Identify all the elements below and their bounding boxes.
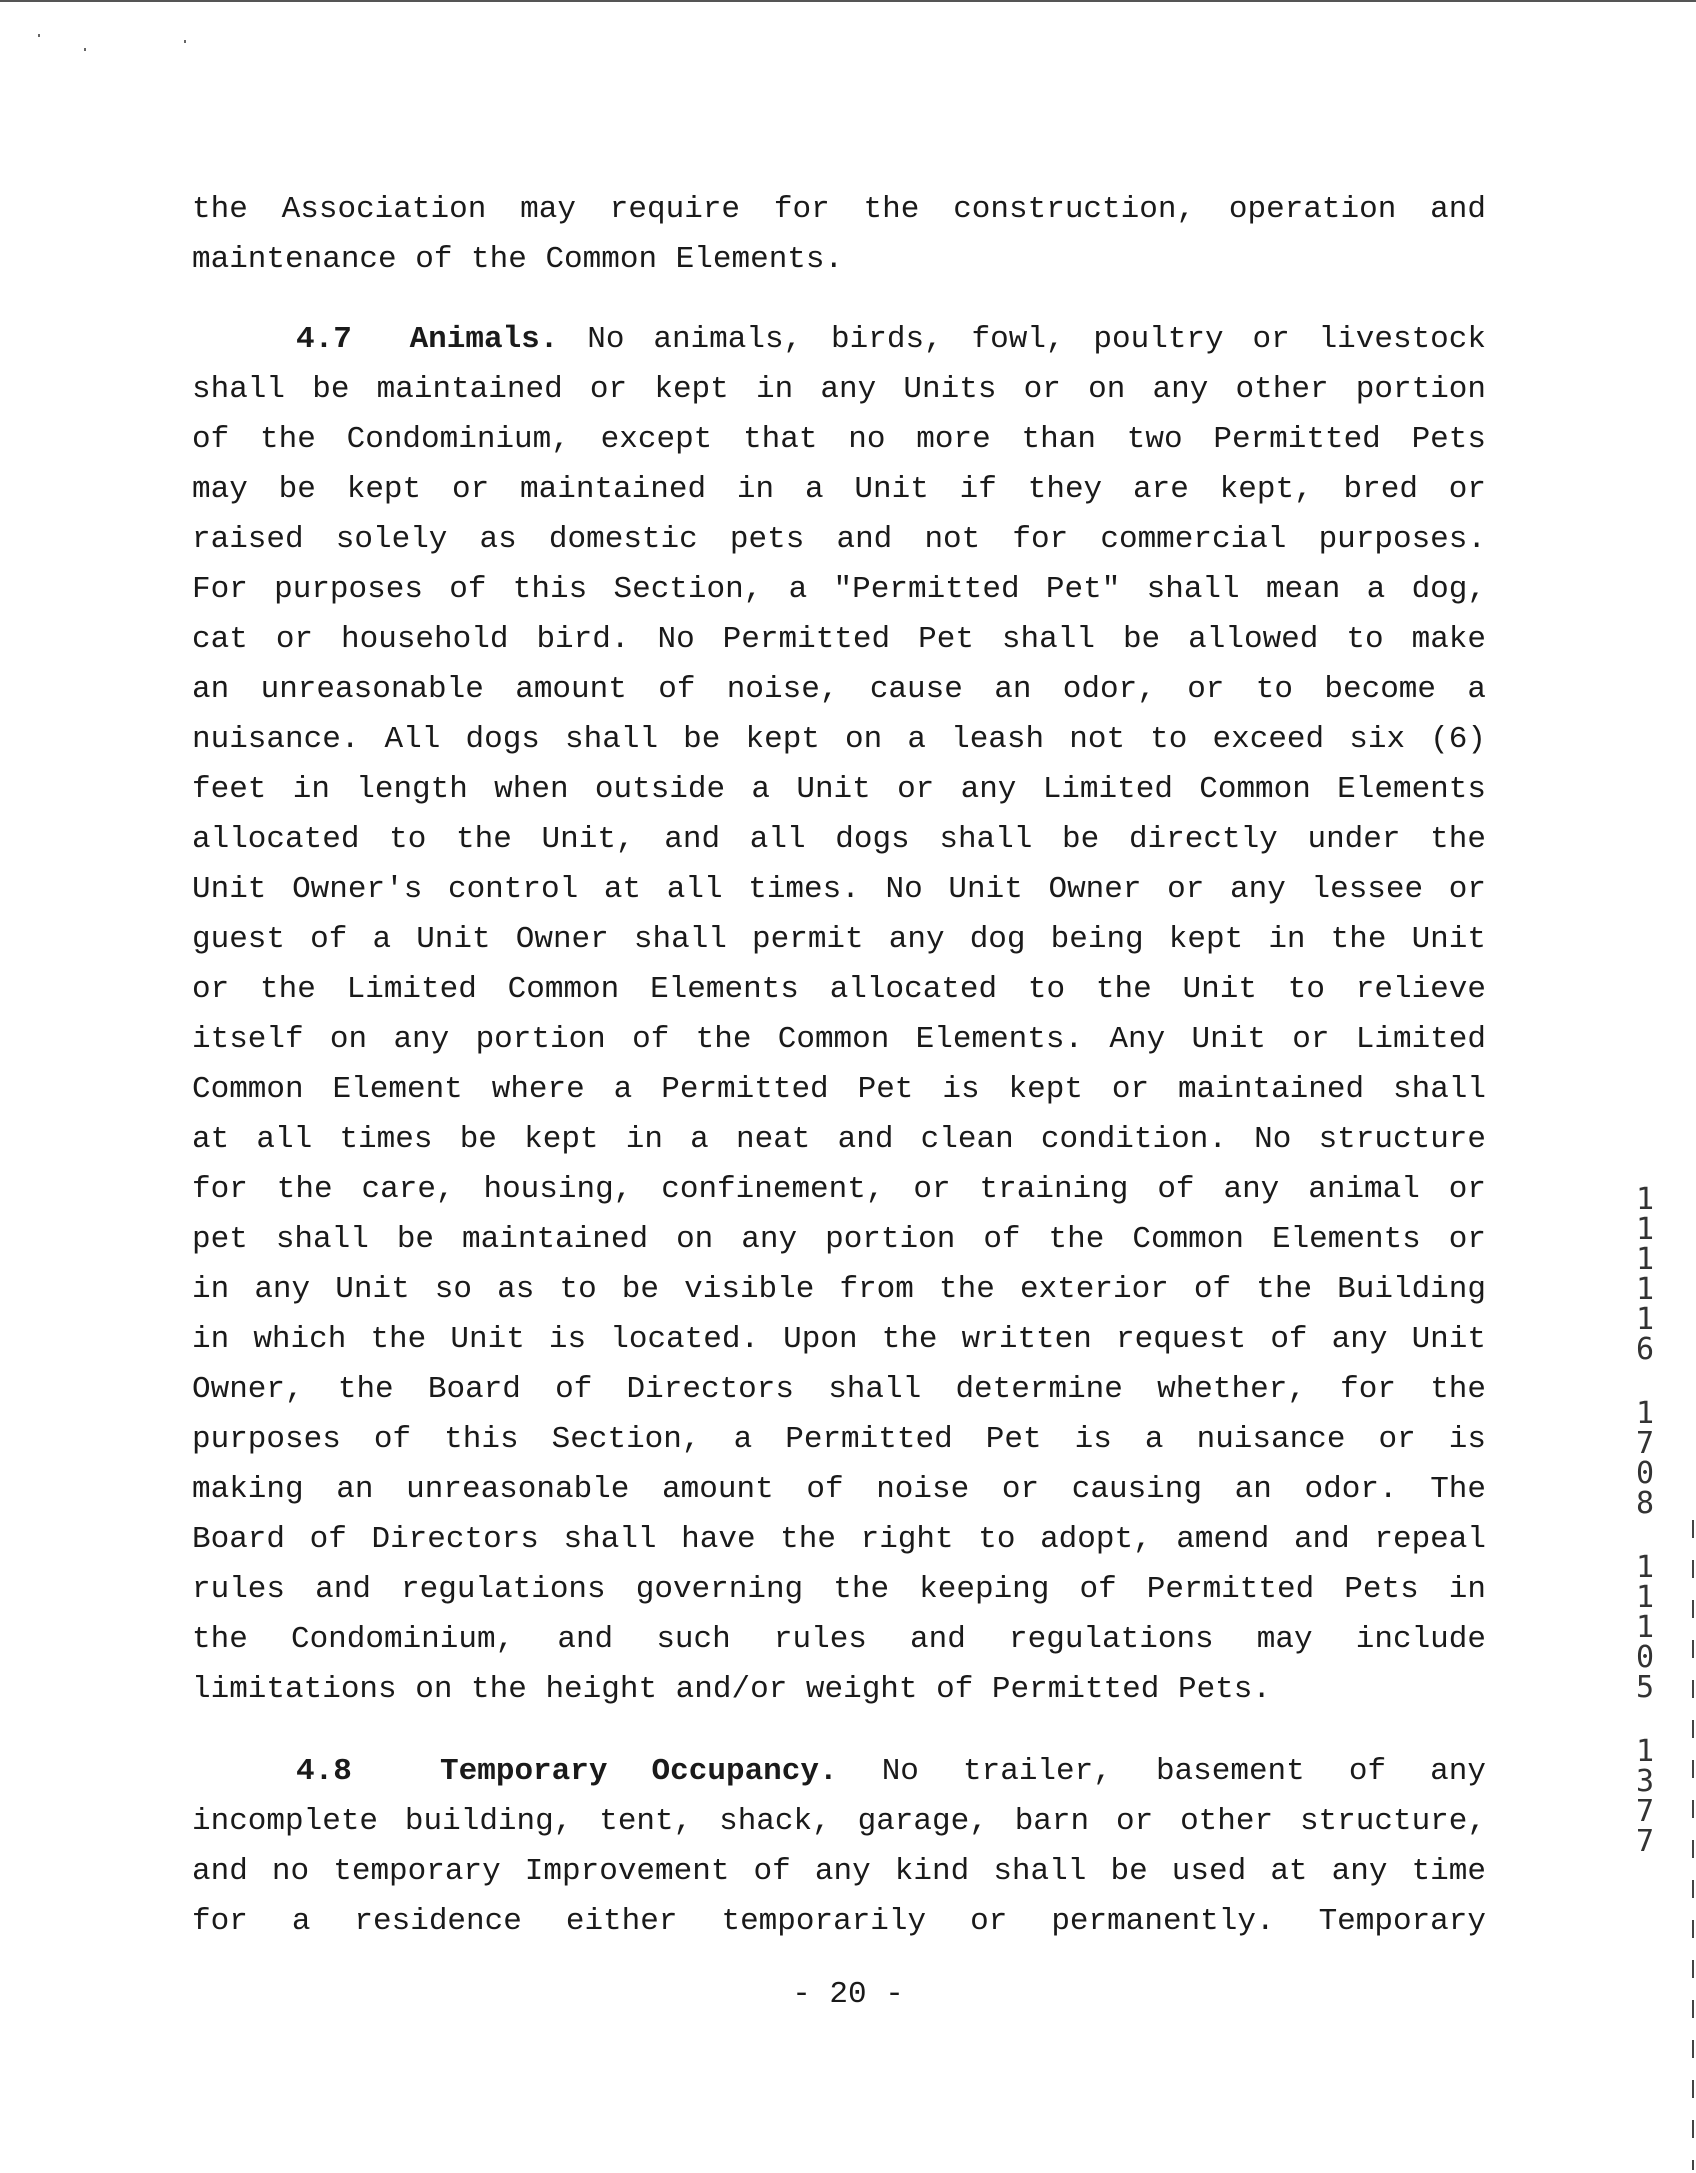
paragraph-line: and no temporary Improvement of any kind shall be used at any time [192,1854,1486,1889]
stamp-digit: 1 [1635,1302,1655,1337]
paragraph-line: at all times be kept in a neat and clean condition. No structure [192,1122,1486,1157]
paragraph-line: maintenance of the Common Elements. [192,242,844,277]
paragraph-line: pet shall be maintained on any portion of the Common Elements or [192,1222,1486,1257]
paragraph-line: itself on any portion of the Common Elements. Any Unit or Limited [192,1022,1486,1057]
paragraph-line: guest of a Unit Owner shall permit any dog being kept in the Unit [192,922,1486,957]
paragraph-line: the Condominium, and such rules and regulations may include [192,1622,1486,1657]
section-number: 4.8 [296,1754,352,1789]
section-heading-line [192,1747,1486,1797]
paragraph-line: allocated to the Unit, and all dogs shall be directly under the [192,822,1486,857]
stamp-digit: 1 [1635,1550,1655,1585]
stamp-digit: 1 [1635,1396,1655,1431]
section-heading-line [192,315,1486,365]
stamp-digit: 1 [1635,1734,1655,1769]
scan-speck [84,48,86,51]
section-title: Animals. [409,322,559,357]
recording-number-stamp [1625,1182,1665,1891]
section-4-7-animals [192,315,1486,1715]
stamp-digit: 1 [1635,1610,1655,1645]
paragraph-line: Unit Owner's control at all times. No Unit Owner or any lessee or [192,872,1486,907]
stamp-digit: 7 [1635,1794,1655,1829]
stamp-group [1635,1734,1655,1859]
paragraph-line: the Association may require for the construction, operation and [192,192,1486,227]
page-number: - 20 - [792,1977,904,2012]
paragraph-line: may be kept or maintained in a Unit if they are kept, bred or [192,472,1486,507]
stamp-digit: 1 [1635,1182,1655,1217]
section-4-8-temporary-occupancy [192,1747,1486,1947]
paragraph-line: purposes of this Section, a Permitted Pet is a nuisance or is [192,1422,1486,1457]
paragraph-line: limitations on the height and/or weight of Permitted Pets. [192,1672,1271,1707]
paragraph-line: Owner, the Board of Directors shall determine whether, for the [192,1372,1486,1407]
section-title: Temporary Occupancy. [440,1754,838,1789]
stamp-digit: 8 [1635,1486,1655,1521]
stamp-group [1635,1550,1655,1705]
page-top-border [0,0,1696,2]
paragraph-line: shall be maintained or kept in any Units or on any other portion [192,372,1486,407]
stamp-digit: 7 [1635,1426,1655,1461]
paragraph-line: in which the Unit is located. Upon the written request of any Unit [192,1322,1486,1357]
stamp-digit: 6 [1635,1332,1655,1367]
paragraph-line: of the Condominium, except that no more than two Permitted Pets [192,422,1486,457]
stamp-digit: 1 [1635,1212,1655,1247]
stamp-digit: 0 [1635,1640,1655,1675]
paragraph-line: feet in length when outside a Unit or any Limited Common Elements [192,772,1486,807]
stamp-digit: 1 [1635,1242,1655,1277]
paragraph-line: Board of Directors shall have the right to adopt, amend and repeal [192,1522,1486,1557]
section-number: 4.7 [296,322,352,357]
stamp-digit: 7 [1635,1824,1655,1859]
stamp-digit: 0 [1635,1456,1655,1491]
paragraph-line: for the care, housing, confinement, or training of any animal or [192,1172,1486,1207]
stamp-digit: 1 [1635,1580,1655,1615]
paragraph-text: No animals, birds, fowl, poultry or livestock [587,322,1486,357]
paragraph-text: No trailer, basement of any [881,1754,1486,1789]
paragraph-line: For purposes of this Section, a "Permitted Pet" shall mean a dog, [192,572,1486,607]
paragraph-line: nuisance. All dogs shall be kept on a leash not to exceed six (6) [192,722,1486,757]
scan-speck [184,40,186,43]
paragraph-line: Common Element where a Permitted Pet is kept or maintained shall [192,1072,1486,1107]
intro-paragraph [192,185,1486,285]
paragraph-line: incomplete building, tent, shack, garage, barn or other structure, [192,1804,1486,1839]
scan-artifacts [30,30,200,60]
paragraph-line: in any Unit so as to be visible from the exterior of the Building [192,1272,1486,1307]
paragraph-line: or the Limited Common Elements allocated to the Unit to relieve [192,972,1486,1007]
scan-edge-mark [1692,1520,1694,2170]
stamp-group [1635,1396,1655,1521]
stamp-group [1635,1182,1655,1367]
paragraph-line: for a residence either temporarily or permanently. Temporary [192,1904,1486,1939]
stamp-digit: 3 [1635,1764,1655,1799]
paragraph-line: rules and regulations governing the keeping of Permitted Pets in [192,1572,1486,1607]
paragraph-line: making an unreasonable amount of noise or causing an odor. The [192,1472,1486,1507]
paragraph-line: raised solely as domestic pets and not for commercial purposes. [192,522,1486,557]
stamp-digit: 1 [1635,1272,1655,1307]
paragraph-line: an unreasonable amount of noise, cause an odor, or to become a [192,672,1486,707]
paragraph-line: cat or household bird. No Permitted Pet shall be allowed to make [192,622,1486,657]
stamp-digit: 5 [1635,1670,1655,1705]
scan-speck [38,34,40,37]
